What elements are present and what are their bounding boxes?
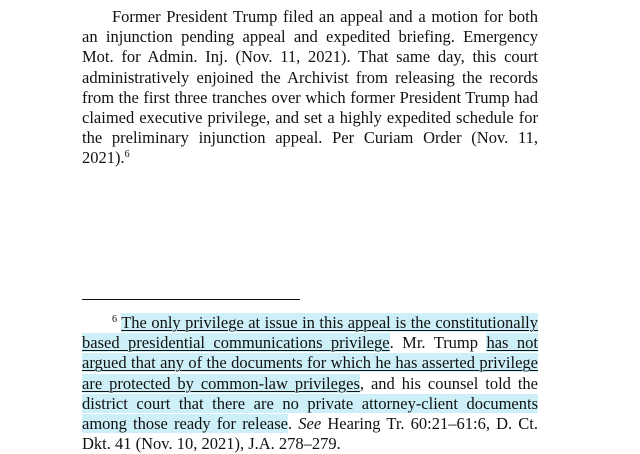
body-paragraph bbox=[82, 7, 538, 169]
footnote-paragraph bbox=[82, 313, 538, 454]
footnote-marker: 6 bbox=[112, 314, 117, 325]
body-paragraph-block bbox=[82, 7, 538, 169]
highlight-not-argued-common-law: has not argued that any of the documents for which he has asserted privilege are protected by common-law privileges bbox=[82, 333, 538, 393]
footnote-reference[interactable]: 6 bbox=[124, 149, 130, 161]
highlight-no-attorney-client-documents: district court that there are no private attorney-client documents among those ready for release bbox=[82, 393, 538, 434]
footnote-6 bbox=[82, 313, 538, 454]
footnote-text-2: , and his counsel told the bbox=[359, 373, 538, 393]
body-paragraph-text: Former President Trump filed an appeal and a motion for both an injunction pending appeal and expedited briefing. Emergency Mot. for Admin. Inj. (Nov. 11, 2021). That same day, this court administratively enjoined the Archivist from releasing the records from the first three tranches over which former President Trump had claimed executive privilege, and set a highly expedited schedule for the preliminary injunction appeal. Per Curiam Order (Nov. 11, 2021). bbox=[82, 7, 538, 168]
footnote-text-3: . bbox=[288, 414, 299, 434]
citation-signal-see: See bbox=[298, 414, 322, 434]
footnote-text-1: . Mr. Trump bbox=[389, 333, 487, 353]
highlight-privilege-at-issue: The only privilege at issue in this appeal is the constitutionally based presidential communications privilege bbox=[82, 313, 539, 353]
footnote-separator-rule bbox=[82, 299, 300, 300]
footnote-citation: Hearing Tr. 60:21–61:6, D. Ct. Dkt. 41 (Nov. 10, 2021), J.A. 278–279. bbox=[82, 414, 539, 454]
